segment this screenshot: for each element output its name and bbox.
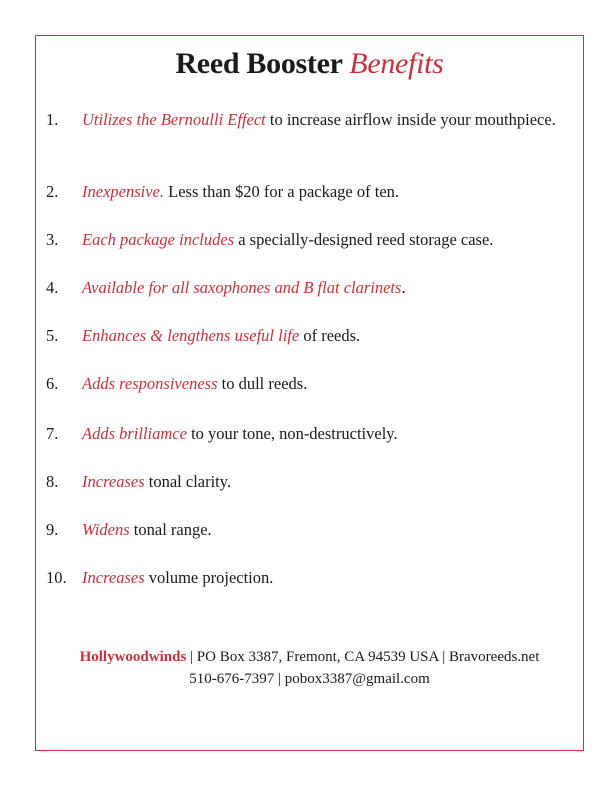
brand-name: Hollywoodwinds bbox=[79, 649, 187, 665]
benefit-item-9 bbox=[46, 518, 566, 542]
benefit-number: 6. bbox=[46, 374, 59, 393]
benefit-number: 8. bbox=[46, 472, 59, 491]
benefit-item-6 bbox=[46, 372, 566, 396]
benefit-item-5 bbox=[46, 324, 566, 348]
benefit-item-2 bbox=[46, 180, 566, 204]
benefit-highlight: Enhances & lengthens useful life bbox=[82, 326, 300, 345]
benefit-text: to increase airflow inside your mouthpiece. bbox=[265, 110, 556, 129]
benefit-highlight: Increases bbox=[82, 472, 145, 491]
title-main: Reed Booster bbox=[175, 47, 343, 80]
benefit-text: to dull reeds. bbox=[217, 374, 308, 393]
benefit-number: 9. bbox=[46, 520, 59, 539]
benefit-number: 3. bbox=[46, 230, 59, 249]
benefit-highlight: Adds brilliamce bbox=[82, 424, 187, 443]
title-accent: Benefits bbox=[349, 47, 444, 80]
benefit-number: 10. bbox=[46, 568, 67, 587]
benefit-item-4 bbox=[46, 276, 566, 300]
contact-footer bbox=[35, 646, 584, 690]
benefit-highlight: Utilizes the Bernoulli Effect bbox=[82, 110, 266, 129]
benefit-highlight: Adds responsiveness bbox=[82, 374, 218, 393]
benefit-number: 5. bbox=[46, 326, 59, 345]
benefit-highlight: Available for all saxophones and B flat clarinets bbox=[82, 278, 402, 297]
benefit-text: volume projection. bbox=[144, 568, 274, 587]
benefit-text: tonal clarity. bbox=[144, 472, 232, 491]
benefit-number: 4. bbox=[46, 278, 59, 297]
address-text: | PO Box 3387, Fremont, CA 94539 USA | Bravoreeds.net bbox=[186, 649, 540, 665]
benefit-item-1 bbox=[46, 108, 566, 132]
benefit-item-10 bbox=[46, 566, 566, 590]
benefit-item-7 bbox=[46, 422, 566, 446]
benefit-highlight: Widens bbox=[82, 520, 130, 539]
benefit-highlight: Increases bbox=[82, 568, 145, 587]
benefit-item-8 bbox=[46, 470, 566, 494]
benefit-number: 2. bbox=[46, 182, 59, 201]
benefit-highlight: Inexpensive. bbox=[82, 182, 164, 201]
benefit-text: Less than $20 for a package of ten. bbox=[164, 182, 400, 201]
benefit-text: tonal range. bbox=[129, 520, 212, 539]
benefit-text: to your tone, non-destructively. bbox=[186, 424, 398, 443]
page-title bbox=[35, 47, 584, 81]
footer-line-1 bbox=[35, 646, 584, 668]
benefit-number: 7. bbox=[46, 424, 59, 443]
benefit-text: a specially-designed reed storage case. bbox=[234, 230, 494, 249]
footer-line-2: 510-676-7397 | pobox3387@gmail.com bbox=[189, 671, 430, 687]
benefit-highlight: Each package includes bbox=[82, 230, 235, 249]
benefit-text: . bbox=[401, 278, 406, 297]
benefit-text: of reeds. bbox=[299, 326, 361, 345]
benefit-number: 1. bbox=[46, 110, 59, 129]
benefit-item-3 bbox=[46, 228, 566, 252]
